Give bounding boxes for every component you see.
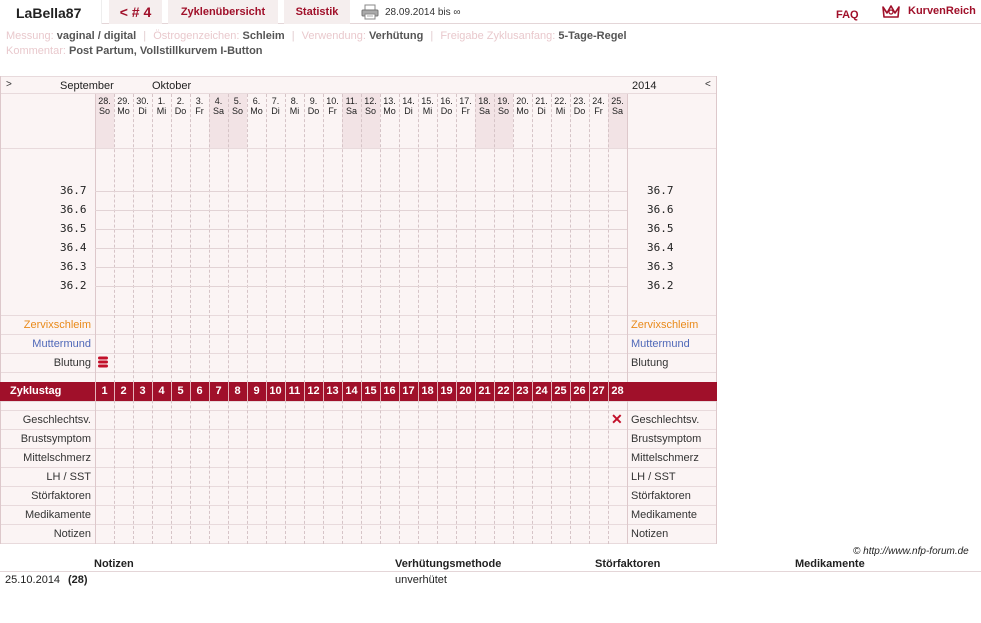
day-divider [608, 94, 609, 544]
day-header-cell[interactable] [190, 96, 209, 116]
cycle-day-separator [209, 382, 210, 401]
day-weekday: So [231, 106, 243, 116]
copyright-notice: © http://www.nfp-forum.de [853, 546, 969, 557]
day-header-cell[interactable] [171, 96, 190, 116]
cycle-day-number: 16 [383, 385, 396, 397]
temperature-label-right: 36.6 [647, 203, 674, 216]
cycle-day-separator [152, 382, 153, 401]
symptom-label-left: LH / SST [46, 471, 91, 483]
separator: | [143, 30, 147, 42]
verwendung-value: Verhütung [368, 30, 424, 42]
day-weekday: Mo [117, 106, 130, 116]
oestrogen-value: Schleim [242, 30, 285, 42]
day-date: 30. [136, 96, 149, 106]
separator: | [291, 30, 295, 42]
cycle-day-separator [456, 382, 457, 401]
symptom-label-right: Notizen [631, 528, 669, 540]
day-divider [323, 94, 324, 544]
day-weekday: So [98, 106, 110, 116]
cycle-day-number: 21 [478, 385, 491, 397]
day-date: 8. [290, 96, 299, 106]
temperature-label-right: 36.5 [647, 222, 674, 235]
symptom-label-right: Medikamente [631, 509, 698, 521]
day-date: 13. [383, 96, 396, 106]
notes-row-method: unverhütet [395, 574, 447, 586]
day-date: 7. [271, 96, 280, 106]
tab-cycle-overview[interactable]: Zyklenübersicht [168, 0, 278, 24]
symptom-label-left: Medikamente [24, 509, 91, 521]
cycle-day-number: 4 [158, 385, 165, 397]
day-divider [95, 94, 96, 544]
cycle-day-separator [380, 382, 381, 401]
cycle-day-separator [95, 382, 96, 401]
day-date: 11. [345, 96, 358, 106]
day-weekday: Fr [594, 106, 603, 116]
day-weekday: Fr [195, 106, 204, 116]
day-divider [266, 94, 267, 544]
cycle-day-separator [608, 382, 609, 401]
day-divider [589, 94, 590, 544]
day-weekday: Mo [250, 106, 263, 116]
intercourse-marker-icon[interactable]: ✕ [611, 411, 623, 427]
cycle-day-separator [475, 382, 476, 401]
bleeding-icon[interactable] [97, 356, 109, 368]
day-weekday: So [497, 106, 509, 116]
temperature-label-right: 36.7 [647, 184, 674, 197]
temperature-gridline [95, 229, 627, 230]
cycle-day-number: 25 [554, 385, 567, 397]
symptom-label-right: Störfaktoren [631, 490, 691, 502]
day-divider [475, 94, 476, 544]
day-weekday: Mo [516, 106, 529, 116]
day-date: 9. [309, 96, 318, 106]
cycle-day-number: 20 [459, 385, 472, 397]
day-divider [418, 94, 419, 544]
symptom-label-left: Störfaktoren [31, 490, 91, 502]
blutung-label-left: Blutung [53, 357, 91, 369]
cycle-day-number: 26 [573, 385, 586, 397]
row-divider [0, 315, 717, 316]
symptom-label-right: Mittelschmerz [631, 452, 699, 464]
cycle-day-separator [551, 382, 552, 401]
temperature-gridline [95, 248, 627, 249]
day-divider [570, 94, 571, 544]
frame-border [716, 76, 717, 544]
cycle-day-number: 19 [440, 385, 453, 397]
freigabe-value: 5-Tage-Regel [558, 30, 627, 42]
cycle-day-number: 5 [177, 385, 184, 397]
day-header-cell[interactable] [95, 96, 114, 116]
top-bar [0, 0, 981, 24]
day-date: 3. [195, 96, 204, 106]
row-divider [0, 410, 717, 411]
day-divider [209, 94, 210, 544]
day-weekday: Sa [478, 106, 490, 116]
day-date: 14. [402, 96, 415, 106]
day-header-cell[interactable] [285, 96, 304, 116]
cycle-day-number: 28 [611, 385, 624, 397]
cycle-day-separator [532, 382, 533, 401]
day-weekday: Fr [461, 106, 470, 116]
cycle-day-number: 7 [215, 385, 222, 397]
muttermund-label-left: Muttermund [32, 338, 91, 350]
day-header-cell[interactable] [266, 96, 285, 116]
cycle-day-separator [342, 382, 343, 401]
tab-statistics[interactable]: Statistik [284, 0, 350, 24]
row-divider [0, 486, 717, 487]
row-divider [0, 448, 717, 449]
day-header-cell[interactable] [228, 96, 247, 116]
cycle-day-separator [114, 382, 115, 401]
day-weekday: Sa [611, 106, 623, 116]
temperature-label-right: 36.2 [647, 279, 674, 292]
messung-value: vaginal / digital [56, 30, 137, 42]
cycle-day-separator [285, 382, 286, 401]
day-header-cell[interactable] [152, 96, 171, 116]
medication-col-header: Medikamente [795, 558, 865, 570]
day-weekday: Do [440, 106, 453, 116]
zervix-label-left: Zervixschleim [23, 319, 91, 331]
kommentar-value: Post Partum, Vollstillkurvem I-Button [68, 45, 263, 57]
day-weekday: Di [271, 106, 280, 116]
faq-link[interactable]: FAQ [836, 9, 859, 21]
day-divider [437, 94, 438, 544]
day-header-cell[interactable] [532, 96, 551, 116]
day-divider [285, 94, 286, 544]
messung-label: Messung: [6, 30, 54, 42]
day-date: 23. [573, 96, 586, 106]
cycle-day-number: 8 [234, 385, 241, 397]
day-weekday: Sa [212, 106, 224, 116]
cycle-chart [0, 76, 717, 544]
day-divider [342, 94, 343, 544]
blutung-label-right: Blutung [631, 357, 669, 369]
day-date: 1. [157, 96, 166, 106]
day-weekday: Di [537, 106, 546, 116]
row-divider [0, 372, 717, 373]
row-divider [0, 543, 717, 544]
day-header-cell[interactable] [418, 96, 437, 116]
row-divider [0, 93, 717, 94]
cycle-day-number: 18 [421, 385, 434, 397]
cycle-day-separator [323, 382, 324, 401]
row-divider [0, 148, 717, 149]
cycle-day-number: 2 [120, 385, 127, 397]
tab-cycle-number[interactable]: < # 4 [109, 0, 162, 24]
cycle-day-separator [513, 382, 514, 401]
day-weekday: Do [174, 106, 187, 116]
day-divider [456, 94, 457, 544]
day-weekday: Sa [345, 106, 357, 116]
freigabe-label: Freigabe Zyklusanfang: [440, 30, 556, 42]
crown-icon[interactable] [881, 3, 901, 19]
day-weekday: Mo [383, 106, 396, 116]
symptom-label-left: Geschlechtsv. [22, 414, 91, 426]
row-divider [0, 467, 717, 468]
temperature-gridline [95, 210, 627, 211]
cycle-day-number: 9 [253, 385, 260, 397]
day-date: 21. [535, 96, 548, 106]
day-date: 28. [98, 96, 111, 106]
day-weekday: Mi [156, 106, 167, 116]
temperature-gridline [95, 267, 627, 268]
separator: | [430, 30, 434, 42]
day-date: 2. [176, 96, 185, 106]
day-divider [627, 94, 628, 544]
disturbance-col-header: Störfaktoren [595, 558, 661, 570]
printer-icon[interactable] [361, 4, 379, 20]
oestrogen-label: Östrogenzeichen: [153, 30, 240, 42]
cycle-day-number: 3 [139, 385, 146, 397]
day-divider [247, 94, 248, 544]
day-date: 4. [214, 96, 223, 106]
day-weekday: Mi [555, 106, 566, 116]
temperature-label-left: 36.2 [60, 279, 87, 292]
temperature-label-left: 36.5 [60, 222, 87, 235]
symptom-label-left: Brustsymptom [20, 433, 91, 445]
cycle-day-separator [399, 382, 400, 401]
day-divider [361, 94, 362, 544]
cycle-day-separator [437, 382, 438, 401]
cycle-day-separator [190, 382, 191, 401]
zervix-label-right: Zervixschleim [631, 319, 699, 331]
cycle-day-number: 10 [269, 385, 282, 397]
cycle-day-separator [570, 382, 571, 401]
cycle-day-separator [247, 382, 248, 401]
temperature-label-right: 36.4 [647, 241, 674, 254]
day-divider [304, 94, 305, 544]
month-label-september: September [60, 80, 114, 92]
row-divider [0, 76, 717, 77]
cycle-day-separator [171, 382, 172, 401]
day-date: 24. [592, 96, 605, 106]
day-date: 16. [440, 96, 453, 106]
temperature-gridline [95, 286, 627, 287]
day-header-cell[interactable] [133, 96, 152, 116]
day-divider [152, 94, 153, 544]
month-label-oktober: Oktober [152, 80, 192, 92]
symptom-label-right: Geschlechtsv. [631, 414, 700, 426]
day-header-cell[interactable] [361, 96, 380, 116]
notes-divider [0, 571, 981, 572]
cycle-day-separator [589, 382, 590, 401]
cycle-day-separator [361, 382, 362, 401]
cycle-day-number: 24 [535, 385, 548, 397]
cycle-day-number: 12 [307, 385, 320, 397]
cycle-day-number: 14 [345, 385, 358, 397]
cycle-day-number: 23 [516, 385, 529, 397]
day-date: 29. [117, 96, 130, 106]
row-divider [0, 334, 717, 335]
notes-col-header: Notizen [94, 558, 134, 570]
temperature-label-left: 36.3 [60, 260, 87, 273]
verwendung-label: Verwendung: [301, 30, 366, 42]
day-divider [114, 94, 115, 544]
symptom-label-left: Mittelschmerz [23, 452, 91, 464]
day-divider [171, 94, 172, 544]
day-weekday: Do [573, 106, 586, 116]
symptom-label-right: Brustsymptom [631, 433, 702, 445]
cycle-day-number: 11 [288, 385, 301, 397]
day-divider [551, 94, 552, 544]
day-weekday: Mi [289, 106, 300, 116]
day-header-cell[interactable] [323, 96, 342, 116]
cycle-day-number: 22 [497, 385, 510, 397]
temperature-label-right: 36.3 [647, 260, 674, 273]
day-header-cell[interactable] [437, 96, 456, 116]
day-weekday: Mi [422, 106, 433, 116]
day-header-cell[interactable] [570, 96, 589, 116]
cycle-day-separator [266, 382, 267, 401]
cycle-day-number: 13 [326, 385, 339, 397]
day-date: 18. [478, 96, 491, 106]
kommentar-label: Kommentar: [6, 45, 66, 57]
cycle-day-number: 15 [364, 385, 377, 397]
day-header-cell[interactable] [380, 96, 399, 116]
row-divider [0, 353, 717, 354]
cycle-day-label: Zyklustag [10, 385, 62, 397]
day-header-cell[interactable] [494, 96, 513, 116]
day-date: 25. [611, 96, 624, 106]
day-divider [380, 94, 381, 544]
prev-cycle-arrow[interactable]: > [6, 79, 12, 90]
cycle-day-number: 1 [101, 385, 108, 397]
day-header-cell[interactable] [551, 96, 570, 116]
temperature-label-left: 36.4 [60, 241, 87, 254]
day-date: 6. [252, 96, 261, 106]
day-date: 5. [233, 96, 242, 106]
day-weekday: Do [307, 106, 320, 116]
day-date: 17. [459, 96, 472, 106]
day-header-cell[interactable] [589, 96, 608, 116]
cycle-day-number: 27 [592, 385, 605, 397]
cycle-day-number: 17 [402, 385, 415, 397]
day-weekday: Fr [328, 106, 337, 116]
day-weekday: Di [138, 106, 147, 116]
day-date: 19. [497, 96, 510, 106]
symptom-label-left: Notizen [53, 528, 91, 540]
day-header-cell[interactable] [475, 96, 494, 116]
next-cycle-arrow[interactable]: < [705, 79, 711, 90]
date-range: 28.09.2014 bis ∞ [385, 7, 461, 18]
row-divider [0, 429, 717, 430]
day-header-cell[interactable] [608, 96, 627, 116]
cycle-day-separator [304, 382, 305, 401]
day-divider [399, 94, 400, 544]
day-date: 22. [554, 96, 567, 106]
day-weekday: Di [404, 106, 413, 116]
day-header-cell[interactable] [513, 96, 532, 116]
day-header-cell[interactable] [209, 96, 228, 116]
day-divider [133, 94, 134, 544]
temperature-gridline [95, 191, 627, 192]
day-date: 20. [516, 96, 529, 106]
day-date: 15. [421, 96, 434, 106]
day-divider [513, 94, 514, 544]
day-divider [532, 94, 533, 544]
day-header-cell[interactable] [247, 96, 266, 116]
logo-text[interactable]: KurvenReich [908, 5, 976, 17]
day-header-cell[interactable] [114, 96, 133, 116]
day-divider [494, 94, 495, 544]
temperature-label-left: 36.6 [60, 203, 87, 216]
cycle-day-separator [228, 382, 229, 401]
comment-line [6, 45, 263, 57]
day-divider [228, 94, 229, 544]
day-divider [190, 94, 191, 544]
day-weekday: So [364, 106, 376, 116]
cycle-day-separator [133, 382, 134, 401]
cycle-day-number: 6 [196, 385, 203, 397]
cycle-info-line [6, 30, 627, 42]
symptom-label-right: LH / SST [631, 471, 676, 483]
method-col-header: Verhütungsmethode [395, 558, 502, 570]
day-header-cell[interactable] [399, 96, 418, 116]
year-label: 2014 [632, 80, 657, 92]
row-divider [0, 505, 717, 506]
day-header-cell[interactable] [456, 96, 475, 116]
app-title: LaBella87 [0, 0, 102, 24]
muttermund-label-right: Muttermund [631, 338, 690, 350]
row-divider [0, 524, 717, 525]
notes-row-date: 25.10.2014 [5, 574, 61, 586]
cycle-day-separator [418, 382, 419, 401]
day-date: 12. [364, 96, 377, 106]
cycle-day-row [0, 382, 717, 401]
notes-row-day: (28) [68, 574, 88, 586]
cycle-day-separator [494, 382, 495, 401]
row-divider [0, 401, 717, 402]
day-header-cell[interactable] [342, 96, 361, 116]
day-date: 10. [326, 96, 339, 106]
day-header-cell[interactable] [304, 96, 323, 116]
temperature-label-left: 36.7 [60, 184, 87, 197]
